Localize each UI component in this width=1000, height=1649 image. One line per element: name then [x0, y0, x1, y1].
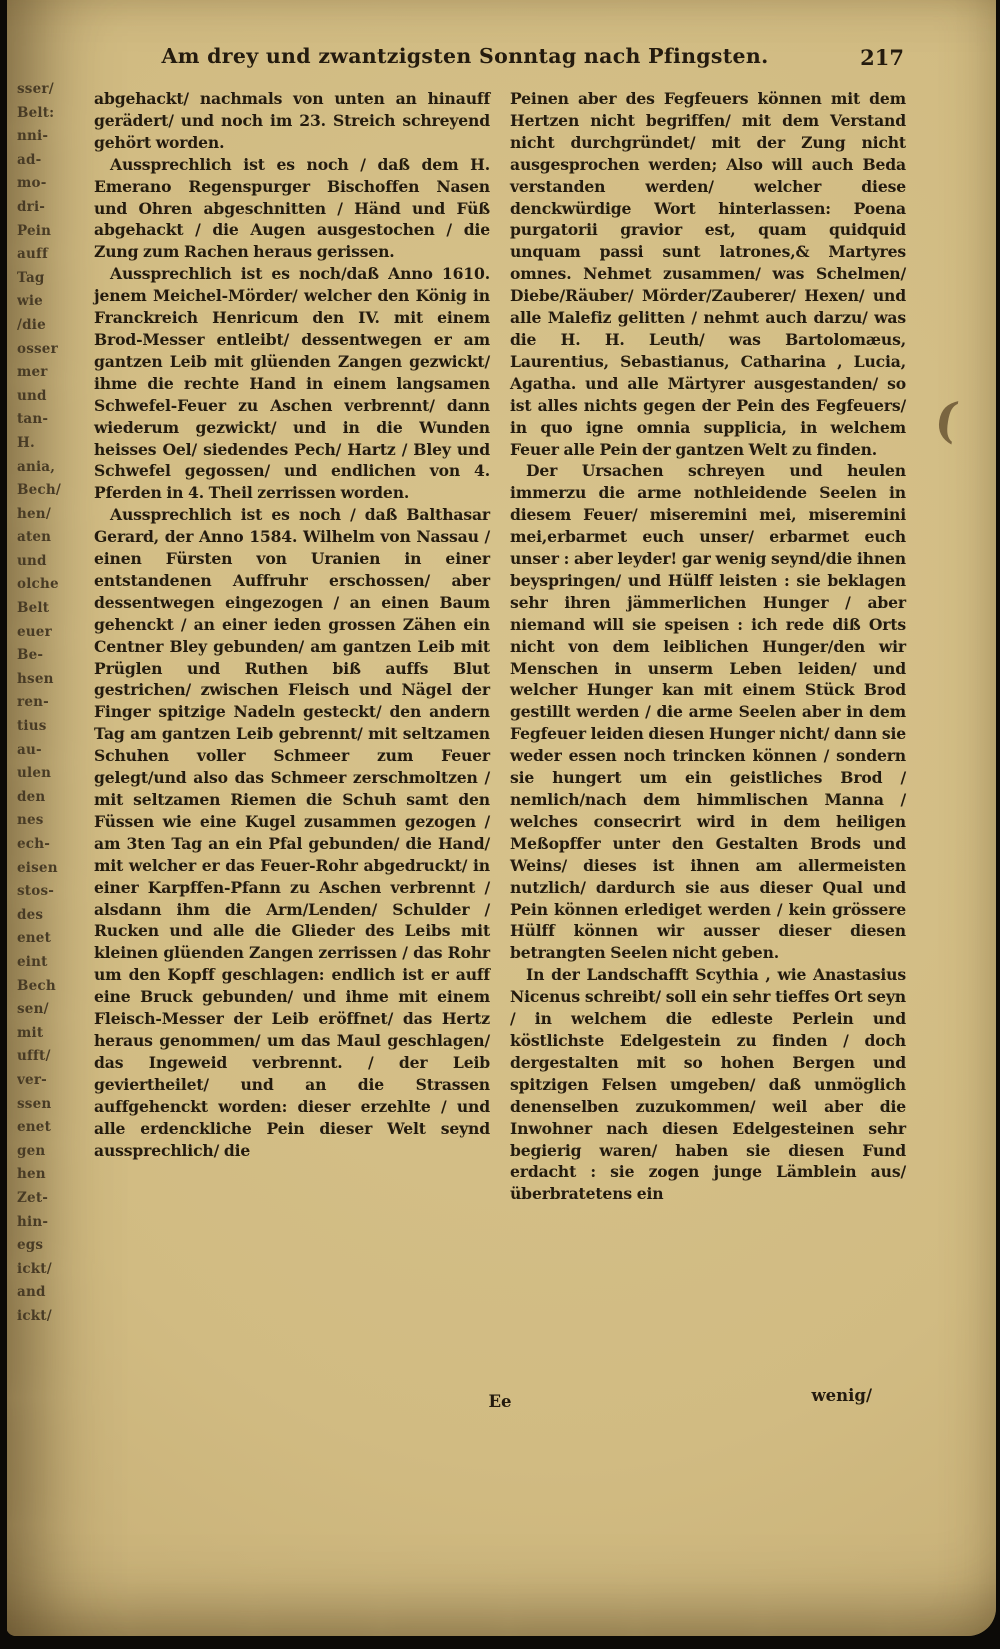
- margin-fragment: ufft/: [17, 1048, 51, 1065]
- margin-fragment: ver-: [17, 1071, 47, 1088]
- margin-fragment: nes: [17, 812, 44, 829]
- margin-fragment: stos-: [17, 883, 55, 900]
- margin-fragment: H.: [17, 434, 35, 451]
- margin-fragment: dri-: [17, 198, 46, 215]
- margin-fragment: Zet-: [17, 1189, 49, 1206]
- margin-fragment: und: [17, 552, 47, 569]
- text-columns: [94, 88, 906, 1205]
- margin-fragment: au-: [17, 741, 42, 758]
- margin-fragment: und: [17, 387, 47, 404]
- page-header: [94, 44, 906, 80]
- margin-fragment: tius: [17, 718, 47, 735]
- margin-fragment: Bech/: [17, 482, 61, 499]
- margin-fragment: auff: [17, 246, 48, 263]
- page-title: Am drey und zwantzigsten Sonntag nach Pfingsten.: [161, 44, 769, 68]
- margin-fragment: egs: [17, 1237, 44, 1254]
- paragraph: abgehackt/ nachmals von unten an hinauff gerädert/ und noch im 23. Streich schreyend gehört worden.: [94, 89, 490, 152]
- signature-mark: Ee: [488, 1392, 512, 1411]
- margin-fragment: and: [17, 1284, 46, 1301]
- margin-fragment: enet: [17, 1119, 52, 1136]
- margin-fragment: olche: [17, 576, 59, 593]
- margin-fragment: ech-: [17, 836, 51, 852]
- margin-fragment: mer: [17, 364, 48, 381]
- margin-fragment: ad-: [17, 151, 42, 168]
- margin-fragment: ssen: [17, 1095, 52, 1112]
- margin-fragment: hen/: [17, 505, 51, 522]
- margin-fragment: Belt: [17, 600, 50, 617]
- margin-fragment: sser/: [17, 81, 54, 97]
- margin-fragment: ickt/: [17, 1260, 52, 1277]
- margin-fragment: ania,: [17, 458, 56, 475]
- left-column: [94, 88, 490, 1205]
- page-number: 217: [860, 45, 904, 70]
- margin-fragment: Belt:: [17, 104, 55, 121]
- margin-fragment: hsen: [17, 670, 54, 687]
- margin-fragment: mo-: [17, 175, 47, 192]
- paragraph: In der Landschafft Scythia , wie Anastasius Nicenus schreibt/ soll ein sehr tieffes Ort seyn / in welchem die edleste Perlein und köstlichste Edelgestein zu finden / doch dergestalten mit so hohen Bergen und spitzigen Felsen umgeben/ daß unmöglich denenselben zuzukommen/ weil aber die Inwohner nach diesen Edelgesteinen sehr begierig waren/ haben sie diesen Fund erdacht : sie zogen junge Lämblein aus/ überbratetens ein: [510, 965, 906, 1204]
- margin-fragment: ulen: [17, 765, 52, 782]
- margin-notes: [17, 78, 79, 1348]
- margin-fragment: mit: [17, 1024, 44, 1041]
- book-page: [6, 0, 996, 1636]
- margin-fragment: ren-: [17, 694, 49, 711]
- margin-fragment: Be-: [17, 647, 44, 664]
- page-footer: [94, 1386, 906, 1418]
- margin-fragment: hin-: [17, 1213, 49, 1230]
- margin-fragment: euer: [17, 623, 52, 640]
- paragraph: Aussprechlich ist es noch / daß Balthasar Gerard, der Anno 1584. Wilhelm von Nassau / einen Fürsten von Uranien in einer entstandenen Auffruhr erschossen/ aber dessentwegen eingezogen / an einen Baum gehenckt / an einer ieden grossen Zähen ein Centner Bley gebunden/ am gantzen Leib mit Prüglen und Ruthen biß auffs Blut gestrichen/ zwischen Fleisch und Nägel der Finger spitzige Nadeln gesteckt/ den andern Tag am gantzen Leib gebrennt/ mit seltzamen Schuhen voller Schmeer zum Feuer gelegt/und also das Schmeer zerschmoltzen / mit seltzamen Riemen die Schuh samt den Füssen wie eine Kugel zusammen gezogen / am 3ten Tag an ein Pfal gebunden/ die Hand/ mit welcher er das Feuer-Rohr abgedruckt/ in einer Karpffen-Pfann zu Aschen verbrennt / alsdann ihm die Arm/Lenden/ Schulder / Rucken und alle die Glieder des Leibs mit kleinen glüenden Zangen zerrissen / das Rohr um den Kopff geschlagen: endlich ist er auff eine Bruck gebunden/ und ihme mit einem Fleisch-Messer der Leib eröffnet/ das Hertz heraus genommen/ um das Maul geschlagen/ das Ingeweid verbrennt. / der Leib geviertheilet/ und an die Strassen auffgehenckt worden: dieser erzehlte / und alle erdenckliche Pein dieser Welt seynd aussprechlich/ die: [94, 505, 490, 1160]
- margin-fragment: gen: [17, 1142, 46, 1159]
- margin-fragment: tan-: [17, 411, 49, 428]
- margin-fragment: aten: [17, 529, 52, 546]
- margin-fragment: /die: [17, 316, 46, 333]
- margin-fragment: hen: [17, 1166, 46, 1183]
- margin-fragment: ickt/: [17, 1307, 52, 1324]
- margin-fragment: osser: [17, 340, 58, 357]
- paragraph: Der Ursachen schreyen und heulen immerzu die arme nothleidende Seelen in diesem Feuer/ miseremini mei, miseremini mei,erbarmet euch unser/ erbarmet euch unser : aber leyder! gar wenig seynd/die ihnen beyspringen/ und Hülff leisten : sie beklagen sehr ihren jämmerlichen Hunger / aber niemand will sie speisen : ich rede diß Orts nicht von dem leiblichen Hunger/den wir Menschen in unserm Leben leiden/ und welcher Hunger kan mit einem Stück Brod gestillt werden / die arme Seelen aber in dem Fegfeuer leiden diesen Hunger nicht/ dann sie weder essen noch trincken können / sondern sie hungert um ein geistliches Brod / nemlich/nach dem himmlischen Manna / welches consecrirt wird in dem heiligen Meßopffer unter den Gestalten Brods und Weins/ dieses ist ihnen am allermeisten nutzlich/ dardurch sie aus dieser Qual und Pein können erlediget werden / kein grössere Hülff können wir ausser dieser diesen betrangten Seelen nicht geben.: [510, 461, 906, 963]
- margin-fragment: wie: [17, 293, 43, 310]
- margin-fragment: nni-: [17, 128, 49, 145]
- paragraph: Aussprechlich ist es noch/daß Anno 1610. jenem Meichel-Mörder/ welcher den König in Franckreich Henricum den IV. mit einem Brod-Messer entleibt/ dessentwegen er am gantzen Leib mit glüenden Zangen gezwickt/ ihme die rechte Hand in einem langsamen Schwefel-Feuer zu Aschen verbrennt/ dann wiederum gezwickt/ und in die Wunden heisses Oel/ siedendes Pech/ Hartz / Bley und Schwefel gegossen/ und endlichen von 4. Pferden in 4. Theil zerrissen worden.: [94, 264, 490, 503]
- margin-fragment: des: [17, 906, 44, 923]
- margin-fragment: Pein: [17, 222, 52, 239]
- margin-fragment: Bech: [17, 977, 56, 994]
- margin-fragment: Tag: [17, 269, 45, 286]
- margin-fragment: eisen: [17, 859, 58, 876]
- margin-fragment: eint: [17, 953, 48, 970]
- paragraph: Peinen aber des Fegfeuers können mit dem Hertzen nicht begriffen/ mit dem Verstand nicht durchgründet/ mit der Zung nicht ausgesprochen werden; Also will auch Beda verstanden werden/ welcher diese denckwürdige Wort hinterlassen: Poena purgatorii gravior est, quam quidquid unquam passi sunt latrones,& Martyres omnes. Nehmet zusammen/ was Schelmen/ Diebe/Räuber/ Mörder/Zauberer/ Hexen/ und alle Malefiz gelitten / nehmt auch darzu/ was die H. H. Leuth/ was Bartolomæus, Laurentius, Sebastianus, Catharina , Lucia, Agatha. und alle Märtyrer ausgestanden/ so ist alles nichts gegen der Pein des Fegfeuers/ in quo igne omnia supplicia, in welchem Feuer alle Pein der gantzen Welt zu finden.: [510, 89, 906, 459]
- margin-fragment: enet: [17, 930, 52, 947]
- right-column: [510, 88, 906, 1205]
- text-block: [94, 44, 906, 1205]
- fore-edge-mark: (: [931, 390, 963, 450]
- margin-fragment: den: [17, 788, 46, 805]
- margin-fragment: sen/: [17, 1001, 49, 1018]
- paragraph: Aussprechlich ist es noch / daß dem H. Emerano Regenspurger Bischoffen Nasen und Ohren abgeschnitten / Händ und Füß abgehackt / die Augen ausgestochen / die Zung zum Rachen heraus gerissen.: [94, 154, 490, 262]
- scan-edge: [0, 0, 7, 1649]
- catchword: wenig/: [811, 1386, 872, 1405]
